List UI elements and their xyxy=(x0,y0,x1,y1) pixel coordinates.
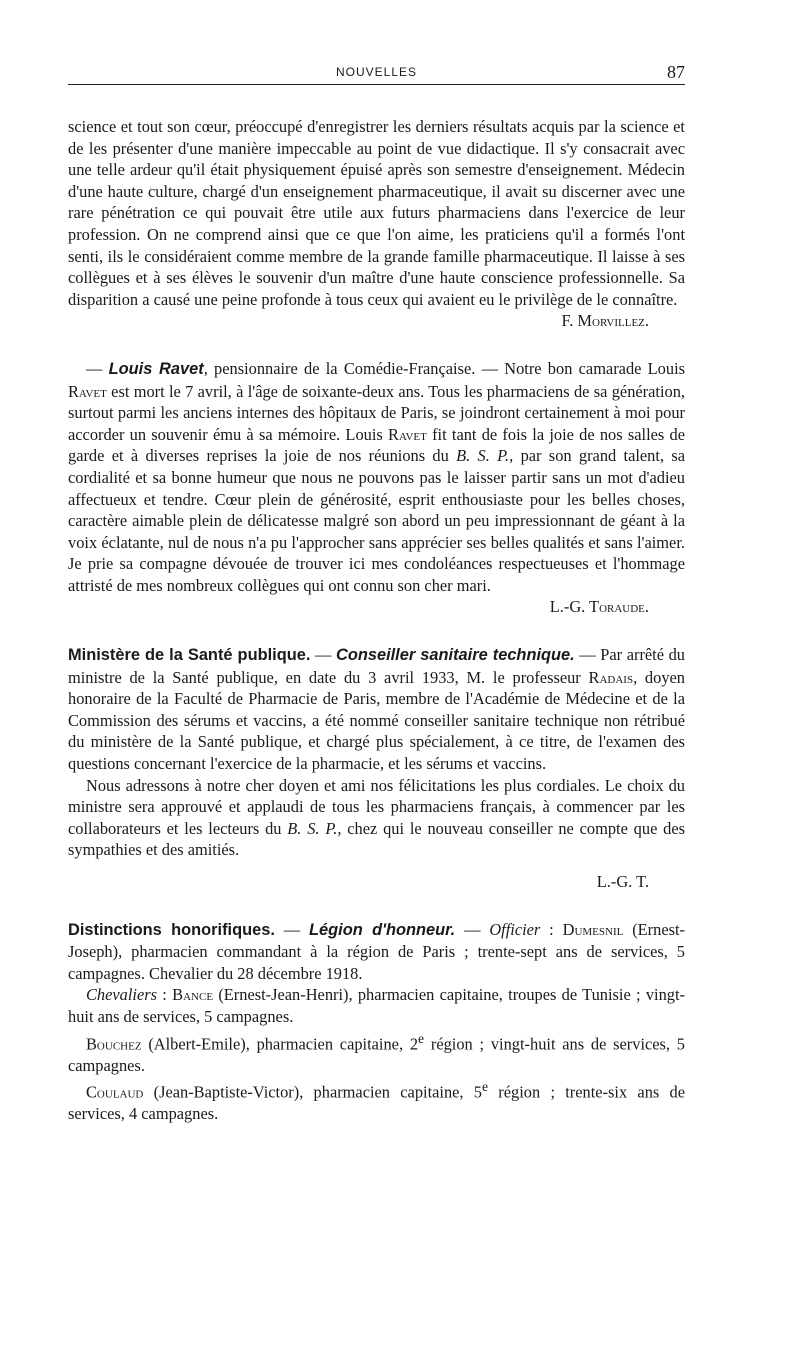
distinctions-paragraph: Distinctions honorifiques. — Légion d'honneur. — Officier : Dumesnil (Ernest-Joseph), pharmacien commandant à la région de Paris ; trente-sept ans de services, 5 campagnes. Chevalier du 28 décembre 1918. xyxy=(68,919,685,983)
ravet-paragraph: — Louis Ravet, pensionnaire de la Comédie-Française. — Notre bon camarade Louis Ravet est mort le 7 avril, à l'âge de soixante-deux ans. Tous les pharmaciens de sa génération, surtout parmi les anciens internes des hôpitaux de Paris, se joindront certainement à moi pour accorder un souvenir ému à sa mémoire. Louis Ravet fit tant de fois la joie de nos salles de garde et à diverses reprises la joie de nos réunions du B. S. P., par son grand talent, sa cordialité et sa bonne humeur que nous ne pouvons pas le laisser partir sans un mot d'adieu affectueux et tendre. Cœur plein de générosité, esprit enthousiaste pour les belles choses, caractère aimable plein de délicatesse malgré son abord un peu impressionnant de géant à la voix éclatante, nul de nous n'a pu l'approcher sans apprécier ses belles qualités et sans l'aimer. Je prie sa compagne dévouée de trouver ici mes condoléances respectueuses et l'hommage attristé de mes nombreux collègues qui ont connu son cher mari. xyxy=(68,358,685,595)
chevaliers-entry-1: Chevaliers : Bance (Ernest-Jean-Henri), pharmacien capitaine, troupes de Tunisie ; vingt-huit ans de services, 5 campagnes. xyxy=(68,985,686,1026)
ministere-paragraph-2: Nous adressons à notre cher doyen et ami nos félicitations les plus cordiales. Le choix du ministre sera approuvé et applaudi de tous les pharmaciens français, à commencer par les collaborateurs et les lecteurs du B. S. P., chez qui le nouveau conseiller ne compte que des sympathies et des amitiés. xyxy=(68,775,686,860)
running-head xyxy=(68,62,685,85)
section-gap xyxy=(68,618,685,644)
ministere-heading: Ministère de la Santé publique. xyxy=(68,646,311,665)
page-number: 87 xyxy=(667,62,685,82)
obituary-paragraph: science et tout son cœur, préoccupé d'enregistrer les derniers résultats acquis par la science et de les présenter d'une manière impeccable au point de vue didactique. Il s'y consacrait avec une telle ardeur qu'il était physiquement épuisé après son semestre d'enseignement. Médecin d'une haute culture, chargé d'un enseignement pharmaceutique, il avait su discerner avec une rare pénétration ce qui pouvait être utile aux futurs pharmaciens dans l'exercice de leur profession. On ne comprend ainsi que ce que l'on aime, les praticiens qu'il a formés l'ont senti, ils le considéraient comme membre de la grande famille pharmaceutique. Il laisse à ses collègues et à ses élèves le souvenir d'un maître d'une haute conscience professionnelle. Sa disparition a causé une peine profonde à tous ceux qui avaient eu le privilège de le connaître. xyxy=(68,117,685,309)
ministere-subheading: Conseiller sanitaire technique. xyxy=(335,646,575,665)
ministere-paragraph: Ministère de la Santé publique. — Conseiller sanitaire technique. — Par arrêté du ministre de la Santé publique, en date du 3 avril 1933, M. le professeur Radais, doyen honoraire de la Faculté de Pharmacie de Paris, membre de l'Académie de Médecine et de la Commission des sérums et vaccins, a été nommé conseiller sanitaire technique non rétribué du ministère de la Santé publique, et chargé plus spécialement, à ce titre, de l'examen des questions concernant l'exercice de la pharmacie, et les sérums et vaccins. xyxy=(68,645,685,774)
distinctions-subheading: Légion d'honneur. xyxy=(309,920,456,939)
signature-toraude: L.-G. Toraude. xyxy=(549,597,649,617)
ravet-name: Louis Ravet xyxy=(108,359,204,378)
chevaliers-entry-2: Bouchez (Albert-Emile), pharmacien capitaine, 2e région ; vingt-huit ans de services, 5 campagnes. xyxy=(68,1030,685,1075)
chevaliers-entry-3: Coulaud (Jean-Baptiste-Victor), pharmacien capitaine, 5e région ; trente-six ans de services, 4 campagnes. xyxy=(68,1079,685,1124)
section-gap xyxy=(68,893,685,919)
distinctions-heading: Distinctions honorifiques. xyxy=(68,920,275,939)
running-title: NOUVELLES xyxy=(335,65,418,79)
body-text xyxy=(68,116,685,1125)
section-gap xyxy=(68,332,685,358)
spacer xyxy=(68,861,685,871)
signature-morvillez: F. Morvillez. xyxy=(561,311,649,331)
signature-lgt: L.-G. T. xyxy=(596,872,649,891)
